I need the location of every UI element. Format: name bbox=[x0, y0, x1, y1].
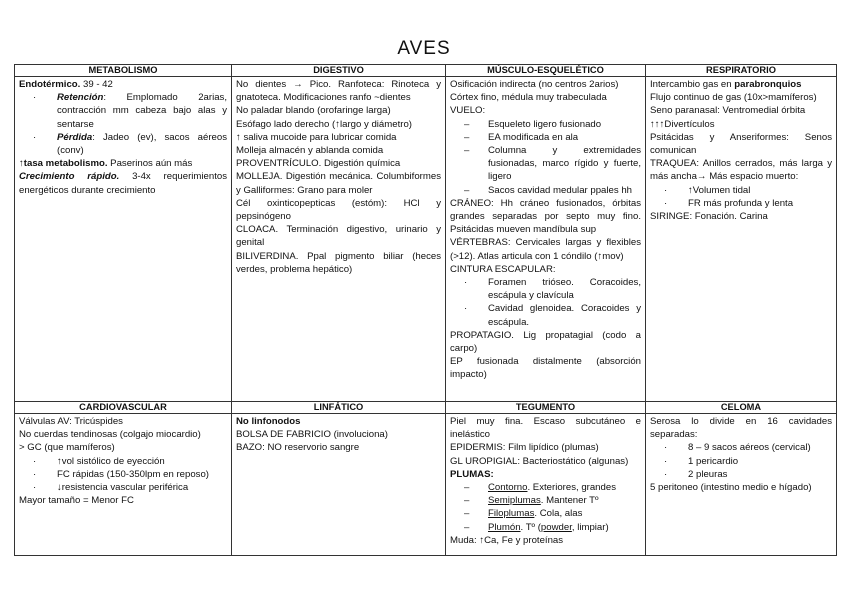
list-item: – Semiplumas. Mantener Tº bbox=[464, 495, 599, 507]
content-row-1 bbox=[15, 77, 837, 402]
header-musculo: MÚSCULO-ESQUELÉTICO bbox=[446, 65, 646, 77]
text-line: No cuerdas tendinosas (colgajo miocardio) bbox=[19, 429, 201, 441]
list-item: · ↑Volumen tidal bbox=[664, 184, 751, 196]
text-line: ↑ saliva mucoide para lubricar comida bbox=[236, 131, 397, 143]
list-item: · Pérdida: Jadeo (ev), sacos aéreos (conv) bbox=[33, 131, 227, 157]
text-line: No paladar blando (orofaringe larga) bbox=[236, 105, 391, 117]
list-item: – Sacos cavidad medular ppales hh bbox=[464, 184, 632, 196]
list-item: – EA modificada en ala bbox=[464, 131, 579, 143]
cell-metabolismo: Endotérmico. 39 - 42 · Retención: Emplomado 2arias, contracción mm cabeza bajo alas y sentarse · Pérdida: Jadeo (ev), sacos aéreos (conv) ↑tasa metabolismo. Paserinos aún más Crecimiento rápido. 3-4x requerimientos energéticos durante crecimiento bbox=[15, 77, 232, 402]
text-line: Córtex fino, médula muy trabeculada bbox=[450, 92, 607, 104]
list-item: – Columna y extremidades fusionadas, marco rígido y fuerte, ligero bbox=[464, 145, 641, 183]
text-line: BILIVERDINA. Ppal pigmento biliar (heces verdes, problema hepático) bbox=[236, 250, 441, 275]
header-row-2 bbox=[15, 402, 837, 414]
text-line: VÉRTEBRAS: Cervicales largas y flexibles (>12). Atlas articula con 1 cóndilo (↑mov) bbox=[450, 237, 641, 262]
text-line: Esófago lado derecho (↑largo y diámetro) bbox=[236, 118, 412, 130]
list-item: · 1 pericardio bbox=[664, 455, 739, 467]
header-row-1 bbox=[15, 65, 837, 77]
list-item: · ↓resistencia vascular periférica bbox=[33, 482, 189, 494]
text-line: BOLSA DE FABRICIO (involuciona) bbox=[236, 429, 388, 441]
text-line: Válvulas AV: Tricúspides bbox=[19, 416, 123, 427]
text-line: Osificación indirecta (no centros 2arios) bbox=[450, 79, 619, 90]
list-item: · 2 pleuras bbox=[664, 468, 728, 480]
text-line: EPIDERMIS: Film lipídico (plumas) bbox=[450, 442, 599, 454]
text-line: No linfonodos bbox=[236, 416, 301, 427]
cell-cardiovascular bbox=[15, 414, 232, 556]
content-row-2 bbox=[15, 414, 837, 556]
text-line: MOLLEJA. Digestión mecánica. Columbiformes y Galliformes: Grano para moler bbox=[236, 171, 441, 196]
cell-digestivo bbox=[232, 77, 446, 402]
text-line: > GC (que mamíferos) bbox=[19, 442, 115, 454]
header-respiratorio: RESPIRATORIO bbox=[646, 65, 837, 77]
text-line: No dientes → Pico. Ranfoteca: Rinoteca y gnatoteca. Modificaciones ranfo ~dientes bbox=[236, 79, 441, 104]
text-line: Mayor tamaño = Menor FC bbox=[19, 495, 134, 507]
text-line: ↑↑↑Divertículos bbox=[650, 118, 715, 130]
list-item: – Filoplumas. Cola, alas bbox=[464, 508, 583, 520]
list-item: · FC rápidas (150-350lpm en reposo) bbox=[33, 468, 209, 480]
text-line: Muda: ↑Ca, Fe y proteínas bbox=[450, 534, 564, 546]
text-line: TRAQUEA: Anillos cerrados, más larga y más ancha→ Más espacio muerto: bbox=[650, 158, 832, 183]
page-title: AVES bbox=[397, 38, 451, 59]
up-arrow-icon: ↑ bbox=[19, 158, 24, 170]
text-line: EP fusionada distalmente (absorción impacto) bbox=[450, 356, 641, 381]
text-line: CLOACA. Terminación digestivo, urinario y genital bbox=[236, 224, 441, 249]
text-line: BAZO: NO reservorio sangre bbox=[236, 442, 360, 454]
header-cardiovascular: CARDIOVASCULAR bbox=[15, 402, 232, 414]
list-item: · Retención: Emplomado 2arias, contracción mm cabeza bajo alas y sentarse bbox=[33, 92, 227, 130]
list-item: · ↑vol sistólico de eyección bbox=[33, 455, 165, 467]
list-item: · FR más profunda y lenta bbox=[664, 197, 794, 209]
text-line: VUELO: bbox=[450, 105, 486, 117]
cell-celoma bbox=[646, 414, 837, 556]
text-line: 5 peritoneo (intestino medio e hígado) bbox=[650, 482, 812, 494]
cell-respiratorio: Intercambio gas en parabronquios Flujo continuo de gas (10x>mamíferos) Seno paranasal: Ventromedial órbita ↑↑↑Divertículos Psitácidas y Anseriformes: Senos comunican TRAQUEA: Anillos cerrados, más larga y más ancha→ Más espacio muerto: · ↑Volumen tidal · FR más profunda y lenta SIRINGE: Fonación. Carina bbox=[646, 77, 837, 402]
list-item: · Foramen trióseo. Coracoides, escápula y clavícula bbox=[464, 277, 641, 302]
aves-table bbox=[14, 64, 837, 556]
list-item: · 8 – 9 sacos aéreos (cervical) bbox=[664, 442, 811, 454]
text-line: Cél oxinticopepticas (estóm): HCl y pepsinógeno bbox=[236, 197, 441, 223]
header-digestivo: DIGESTIVO bbox=[232, 65, 446, 77]
text-line: Molleja almacén y ablanda comida bbox=[236, 145, 384, 157]
text-line: GL UROPIGIAL: Bacteriostático (algunas) bbox=[450, 455, 629, 467]
text-line: PROVENTRÍCULO. Digestión química bbox=[236, 158, 401, 170]
header-tegumento: TEGUMENTO bbox=[446, 402, 646, 414]
cell-tegumento bbox=[446, 414, 646, 556]
text-line: CRÁNEO: Hh cráneo fusionados, órbitas grandes separadas por septo muy fino. Psitácidas mueven mandíbula sup bbox=[450, 197, 641, 236]
text-line: Serosa lo divide en 16 cavidades separadas: bbox=[650, 416, 832, 441]
text-line: SIRINGE: Fonación. Carina bbox=[650, 211, 768, 223]
text-line: PROPATAGIO. Lig propatagial (codo a carpo) bbox=[450, 329, 641, 355]
text-line: CINTURA ESCAPULAR: bbox=[450, 263, 556, 275]
list-item: – Contorno. Exteriores, grandes bbox=[464, 482, 616, 494]
cell-linfatico bbox=[232, 414, 446, 556]
list-item: · Cavidad glenoidea. Coracoides y escápula. bbox=[464, 303, 641, 328]
text-line: PLUMAS: bbox=[450, 468, 494, 480]
list-item: – Plumón. Tº (powder, limpiar) bbox=[464, 521, 609, 533]
text-line: Psitácidas y Anseriformes: Senos comunican bbox=[650, 131, 832, 157]
cell-musculo bbox=[446, 77, 646, 402]
header-linfatico: LINFÁTICO bbox=[232, 402, 446, 414]
text-line: Piel muy fina. Escaso subcutáneo e inelástico bbox=[450, 416, 641, 441]
header-celoma: CELOMA bbox=[646, 402, 837, 414]
list-item: – Esqueleto ligero fusionado bbox=[464, 118, 602, 130]
text-line: Flujo continuo de gas (10x>mamíferos) bbox=[650, 92, 817, 104]
endo-label: Endotérmico. bbox=[19, 79, 81, 90]
endo-value: 39 - 42 bbox=[80, 79, 113, 90]
header-metabolismo: METABOLISMO bbox=[15, 65, 232, 77]
text-line: Seno paranasal: Ventromedial órbita bbox=[650, 105, 806, 117]
